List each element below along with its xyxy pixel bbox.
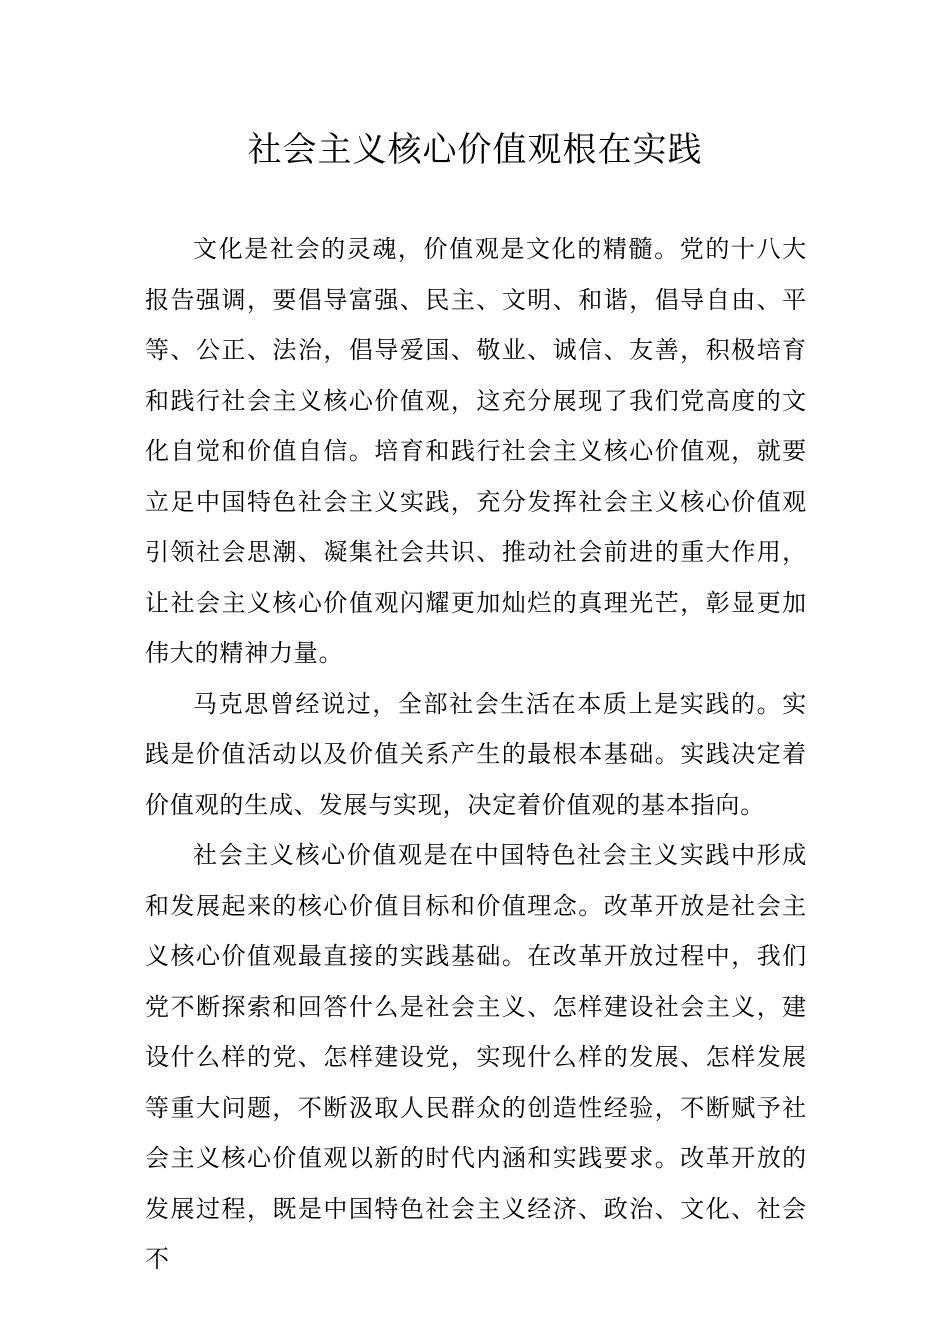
paragraph-culture-values: 文化是社会的灵魂，价值观是文化的精髓。党的十八大报告强调，要倡导富强、民主、文明、和谐，倡导自由、平等、公正、法治，倡导爱国、敬业、诚信、友善，积极培育和践行社会主义核心价值观，这充分展现了我们党高度的文化自觉和价值自信。培育和践行社会主义核心价值观，就要立足中国特色社会主义实践，充分发挥社会主义核心价值观引领社会思潮、凝集社会共识、推动社会前进的重大作用，让社会主义核心价值观闪耀更加灿烂的真理光芒，彰显更加伟大的精神力量。 (145, 235, 807, 667)
document-body (145, 224, 807, 1285)
paragraph-marx-practice: 马克思曾经说过，全部社会生活在本质上是实践的。实践是价值活动以及价值关系产生的最根本基础。实践决定着价值观的生成、发展与实现，决定着价值观的基本指向。 (145, 689, 807, 819)
document-title: 社会主义核心价值观根在实践 (247, 130, 703, 170)
paragraph-reform-opening: 社会主义核心价值观是在中国特色社会主义实践中形成和发展起来的核心价值目标和价值理念。改革开放是社会主义核心价值观最直接的实践基础。在改革开放过程中，我们党不断探索和回答什么是社会主义、怎样建设社会主义，建设什么样的党、怎样建设党，实现什么样的发展、怎样发展等重大问题，不断汲取人民群众的创造性经验，不断赋予社会主义核心价值观以新的时代内涵和实践要求。改革开放的发展过程，既是中国特色社会主义经济、政治、文化、社会不 (145, 841, 807, 1273)
